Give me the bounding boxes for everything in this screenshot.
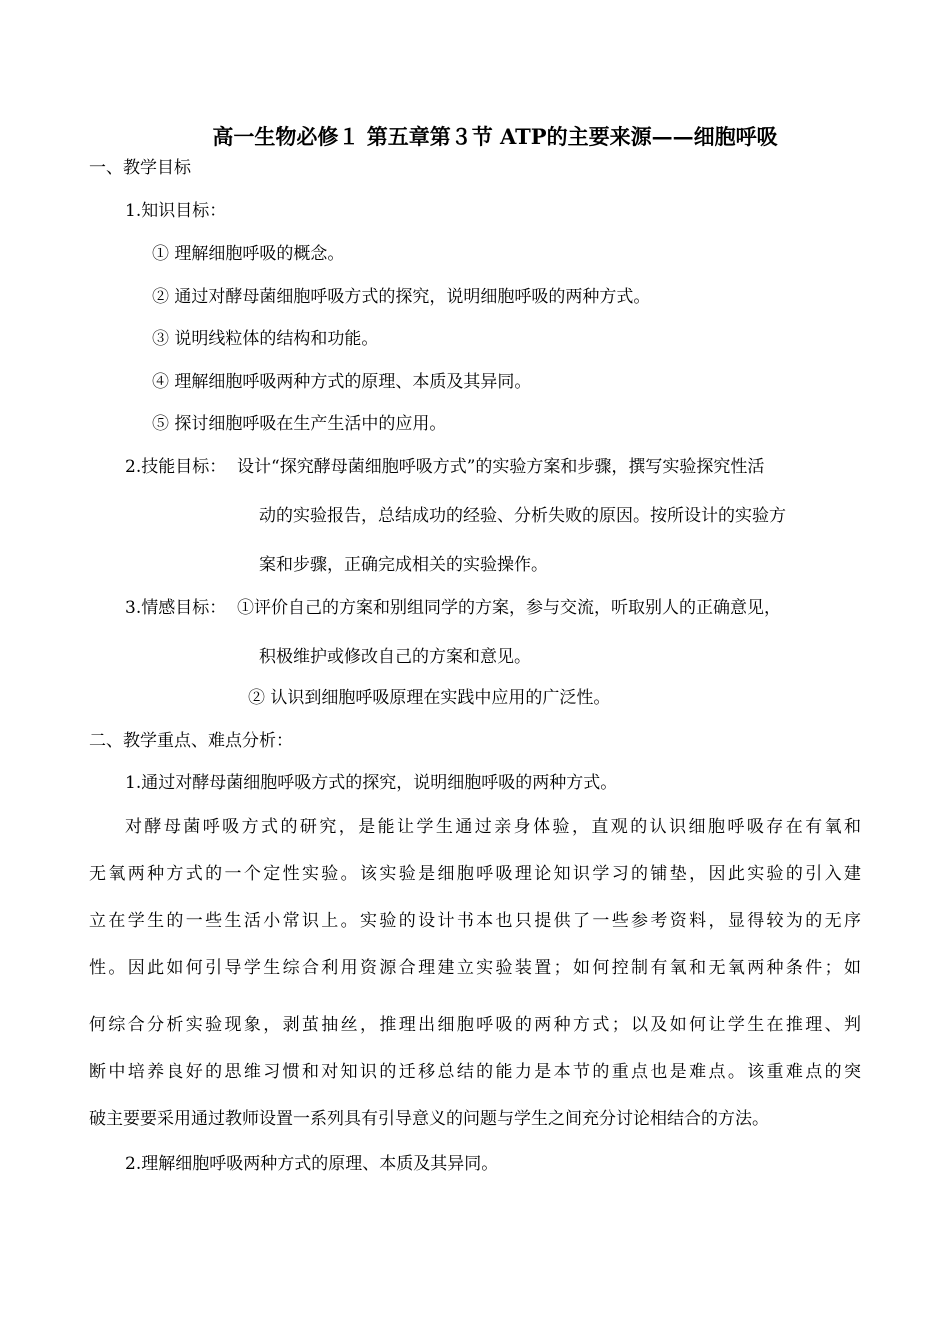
knowledge-item: ③ 说明线粒体的结构和功能。 (152, 329, 379, 349)
knowledge-item: ④ 理解细胞呼吸两种方式的原理、本质及其异同。 (152, 372, 532, 392)
paragraph-line: 破主要要采用通过教师设置一系列具有引导意义的问题与学生之间充分讨论相结合的方法。 (89, 1109, 769, 1129)
paragraph-line: 断中培养良好的思维习惯和对知识的迁移总结的能力是本节的重点也是难点。该重难点的突 (89, 1062, 861, 1082)
paragraph-line: 何综合分析实验现象，剥茧抽丝，推理出细胞呼吸的两种方式；以及如何让学生在推理、判 (89, 1015, 861, 1035)
knowledge-item: ② 通过对酵母菌细胞呼吸方式的探究，说明细胞呼吸的两种方式。 (152, 287, 651, 307)
emotion-objectives-text: 积极维护或修改自己的方案和意见。 (259, 647, 531, 667)
section-heading-key-points: 二、教学重点、难点分析： (89, 731, 293, 751)
paragraph-line: 对酵母菌呼吸方式的研究，是能让学生通过亲身体验，直观的认识细胞呼吸存在有氧和 (125, 817, 861, 837)
skill-objectives-text: 案和步骤，正确完成相关的实验操作。 (259, 555, 548, 575)
emotion-objectives-label: 3.情感目标： (125, 598, 227, 618)
skill-objectives-text: 设计“探究酵母菌细胞呼吸方式”的实验方案和步骤，撰写实验探究性活 (237, 457, 765, 477)
key-point-1: 1.通过对酵母菌细胞呼吸方式的探究，说明细胞呼吸的两种方式。 (125, 773, 618, 793)
section-heading-objectives: 一、教学目标 (89, 158, 191, 178)
emotion-objectives-text: ①评价自己的方案和别组同学的方案，参与交流，听取别人的正确意见， (237, 598, 781, 618)
paragraph-line: 无氧两种方式的一个定性实验。该实验是细胞呼吸理论知识学习的铺垫，因此实验的引入建 (89, 864, 861, 884)
knowledge-item: ⑤ 探讨细胞呼吸在生产生活中的应用。 (152, 414, 447, 434)
knowledge-item: ① 理解细胞呼吸的概念。 (152, 244, 345, 264)
document-title: 高一生物必修１ 第五章第３节 ATP的主要来源——细胞呼吸 (212, 124, 778, 149)
paragraph-line: 性。因此如何引导学生综合利用资源合理建立实验装置；如何控制有氧和无氧两种条件；如 (89, 958, 861, 978)
paragraph-line: 立在学生的一些生活小常识上。实验的设计书本也只提供了一些参考资料，显得较为的无序 (89, 911, 861, 931)
knowledge-objectives-heading: 1.知识目标： (125, 201, 227, 221)
emotion-objectives-text: ② 认识到细胞呼吸原理在实践中应用的广泛性。 (248, 688, 611, 708)
skill-objectives-label: 2.技能目标： (125, 457, 227, 477)
skill-objectives-text: 动的实验报告，总结成功的经验、分析失败的原因。按所设计的实验方 (259, 506, 786, 526)
key-point-2: 2.理解细胞呼吸两种方式的原理、本质及其异同。 (125, 1154, 499, 1174)
